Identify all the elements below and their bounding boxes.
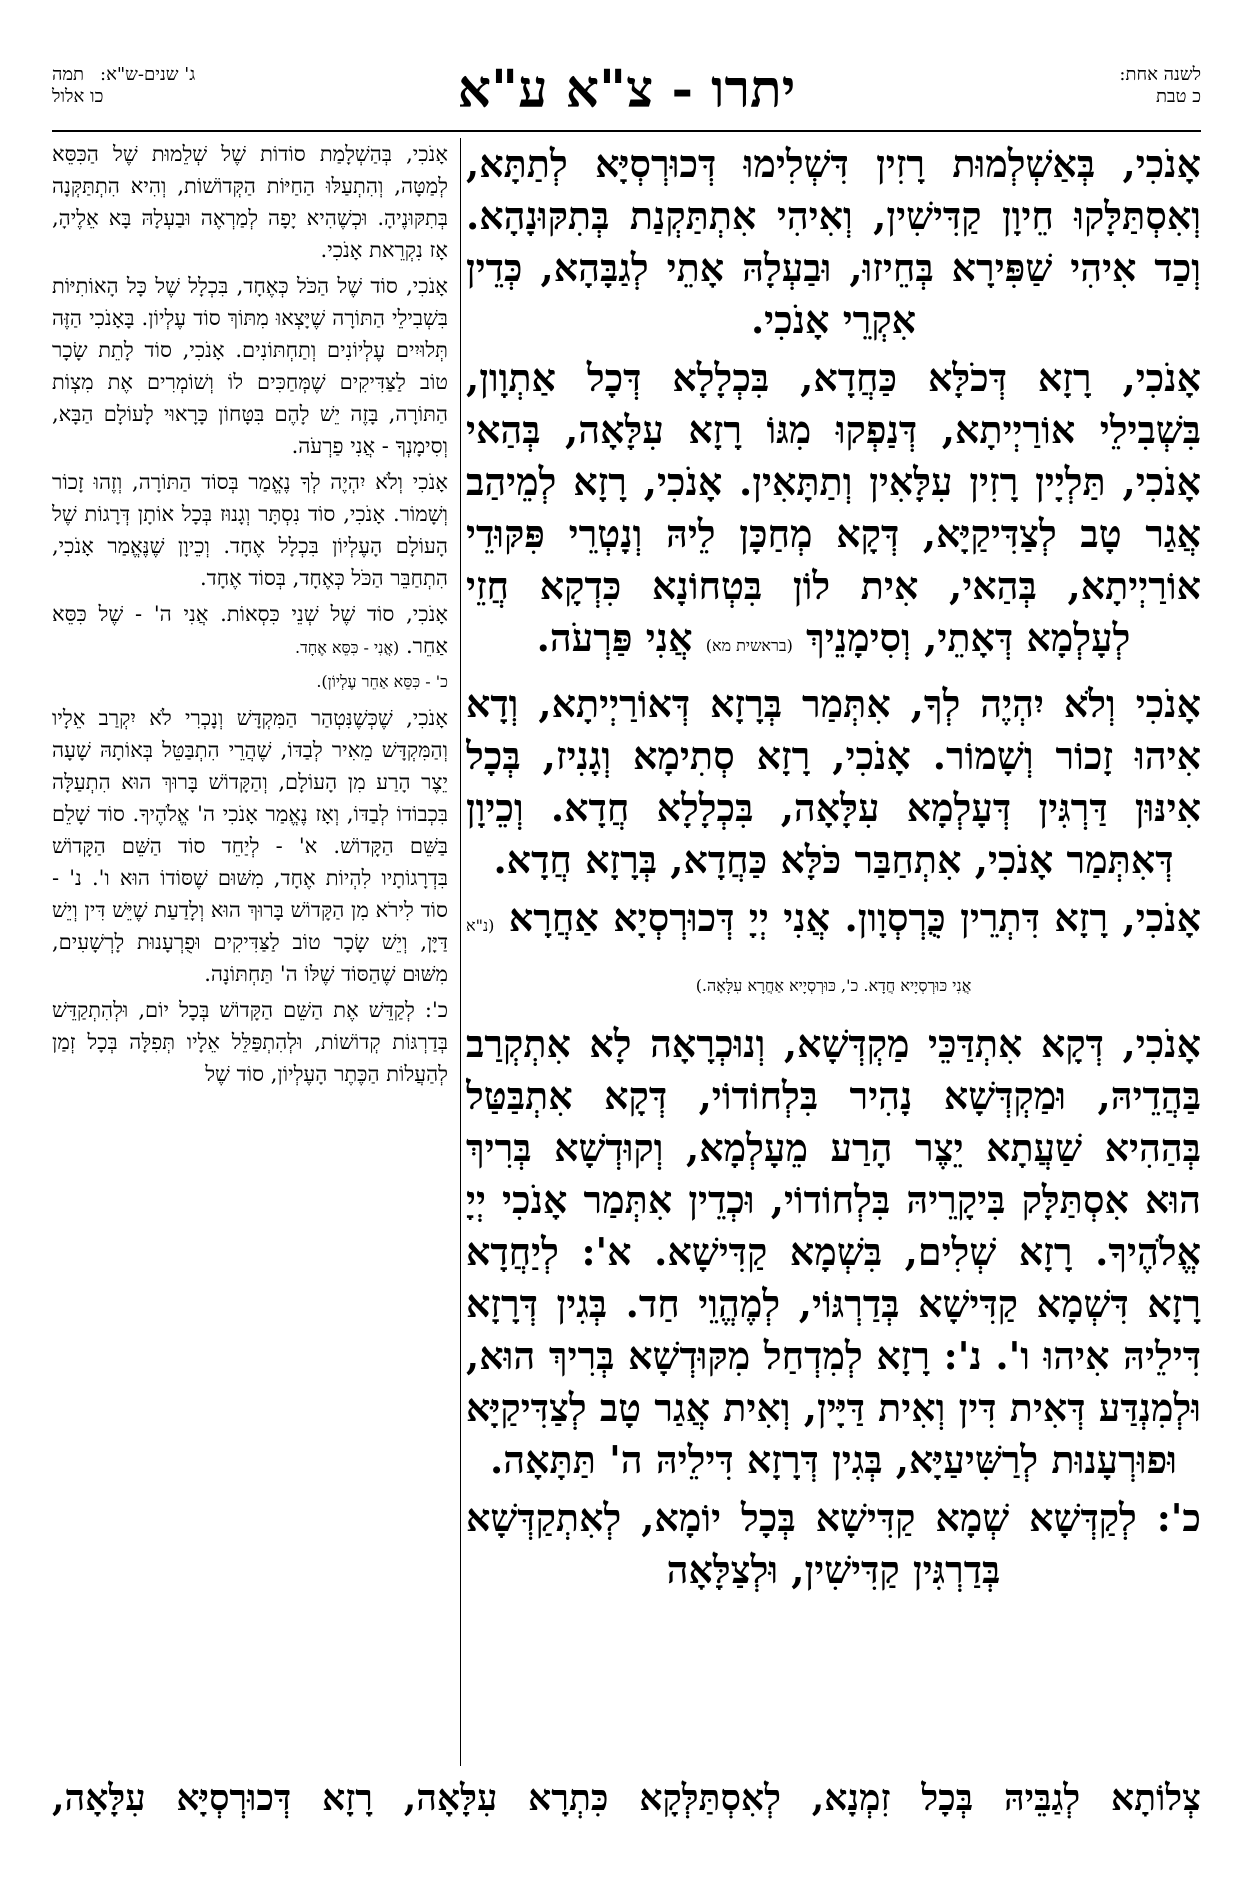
main-paragraph bbox=[466, 892, 1201, 1012]
page-header bbox=[52, 58, 1201, 130]
translation-paragraph bbox=[52, 598, 448, 698]
main-paragraph: אָנֹכִי, בְּאַשְׁלְמוּת רָזִין דִּשְׁלִימוּ דְּכוּרְסְיָּא לְתַתָּא, וְאִסְתַּלָּקוּ חֵיוָן קַדִּישִׁין, וְאִיהִי אִתְתַּקְנַת בְּתִקּוּנָהָא. וְכַד אִיהִי שַׁפִּירָא בְּחֵיזוּ, וּבַעְלָהּ אָתֵי לְגַבָּהָא, כְּדֵין אִקְרֵי אָנֹכִי. bbox=[466, 141, 1201, 342]
header-left-cycle: ג' שנים-ש"א: bbox=[100, 64, 196, 85]
translation-paragraph: אָנֹכִי, סוֹד שֶׁל הַכֹּל כְּאֶחָד, בִּכְלָל שֶׁל כָּל הָאוֹתִיּוֹת בִּשְׁבִילֵי הַתּוֹרָה שֶׁיָּצְאוּ מִתּוֹךְ סוֹד עֶלְיוֹן. בָּאָנֹכִי הַזֶּה תְּלוּיִים עֶלְיוֹנִים וְתַחְתּוֹנִים. אָנֹכִי, סוֹד לָתֵת שָׂכָר טוֹב לַצַּדִּיקִים שֶׁמְּחַכִּים לוֹ וְשׁוֹמְרִים אֶת מִצְוֹת הַתּוֹרָה, בָּזֶה יֵשׁ לָהֶם בִּטָּחוֹן כָּרָאוּי לָעוֹלָם הַבָּא, וְסִימָנְךָ - אֲנִי פַרְעֹה. bbox=[52, 274, 448, 458]
translation-paragraph-text: אָנֹכִי, סוֹד שֶׁל שְׁנֵי כִּסְאוֹת. אֲנִי ה' - שֶׁל כִּסֵּא אַחֵר. bbox=[52, 602, 448, 658]
translation-paragraph: אָנֹכִי, שֶׁכְּשֶׁנִּטְהַר הַמִּקְדָּשׁ וְנָכְרִי לֹא יִקְרַב אֵלָיו וְהַמִּקְדָּשׁ מֵאִיר לְבַדּוֹ, שֶׁהֲרֵי הִתְבַּטֵּל בְּאוֹתָהּ שָׁעָה יֵצֶר הָרַע מִן הָעוֹלָם, וְהַקָּדוֹשׁ בָּרוּךְ הוּא הִתְעַלָּה בִּכְבוֹדוֹ לְבַדּוֹ, וְאָז נֶאֱמַר אָנֹכִי ה' אֱלֹהֶיךָ. סוֹד שָׁלֵם בַּשֵּׁם הַקָּדוֹשׁ. א' - לְיַחֵד סוֹד הַשֵּׁם הַקָּדוֹשׁ בִּדְרָגוֹתָיו לִהְיוֹת אֶחָד, מִשּׁוּם שֶׁסּוֹדוֹ הוּא ו'. נ' - סוֹד לִירֹא מִן הַקָּדוֹשׁ בָּרוּךְ הוּא וְלָדַעַת שֶׁיֵּשׁ דִּין וְיֵשׁ דַּיָּן, וְיֵשׁ שָׂכָר טוֹב לַצַּדִּיקִים וּפֻרְעָנוּת לָרְשָׁעִים, מִשּׁוּם שֶׁהַסּוֹד שֶׁלּוֹ ה' תַּחְתּוֹנָה. bbox=[52, 706, 448, 986]
main-paragraph bbox=[466, 352, 1201, 672]
translation-column bbox=[52, 138, 448, 1766]
variant-note: כ' - כִּסֵּא אַחֵר עֶלְיוֹן). bbox=[316, 672, 448, 691]
header-left bbox=[52, 64, 195, 108]
variant-note: (נ"א אֲנִי כּוּרְסְיָיא חֲדָא. כ', כּוּרְסְיָיא אַחֲרָא עִלָּאָה.) bbox=[466, 916, 972, 995]
main-paragraph-text: אֲנִי פַּרְעֹה. bbox=[536, 615, 693, 660]
header-divider bbox=[52, 130, 1201, 132]
translation-paragraph: כ': לְקַדֵּשׁ אֶת הַשֵּׁם הַקָּדוֹשׁ בְּכָל יוֹם, וּלְהִתְקַדֵּשׁ בְּדַרְגּוֹת קְדוֹשׁוֹת, וּלְהִתְפַּלֵּל אֵלָיו תְּפִלָּה בְּכָל זְמַן לְהַעֲלוֹת הַכֶּתֶר הָעֶלְיוֹן, סוֹד שֶׁל bbox=[52, 998, 448, 1086]
source-note: (בראשית מא) bbox=[705, 636, 793, 655]
translation-paragraph: אָנֹכִי וְלֹא יִהְיֶה לְךָ נֶאֱמַר בְּסוֹד הַתּוֹרָה, וְזֶהוּ זָכוֹר וְשָׁמוֹר. אָנֹכִי, סוֹד נִסְתָּר וְגָנוּז בְּכָל אוֹתָן דְּרָגוֹת שֶׁל הָעוֹלָם הָעֶלְיוֹן בִּכְלָל אֶחָד. וְכֵיוָן שֶׁנֶּאֱמַר אָנֹכִי, הִתְחַבֵּר הַכֹּל כְּאֶחָד, בְּסוֹד אֶחָד. bbox=[52, 470, 448, 590]
main-text-column bbox=[466, 138, 1201, 1766]
main-paragraph: אָנֹכִי וְלֹא יִהְיֶה לְךָ, אִתְּמַר בְּרָזָא דְּאוֹרַיְיתָא, וְדָא אִיהוּ זָכוֹר וְשָׁמוֹר. אָנֹכִי, רָזָא סְתִימָא וְגָנִיז, בְּכָל אִינּוּן דַּרְגִּין דְּעָלְמָא עִלָּאָה, בִּכְלָלָא חֲדָא. וְכֵיוָן דְּאִתְּמַר אָנֹכִי, אִתְחַבַּר כֹּלָּא כַּחֲדָא, בְּרָזָא חֲדָא. bbox=[466, 681, 1201, 882]
column-divider bbox=[460, 138, 461, 1766]
translation-paragraph: אָנֹכִי, בְּהַשְׁלָמַת סוֹדוֹת שֶׁל שְׁלֵמוּת שֶׁל הַכִּסֵּא לְמַטָּה, וְהִתְעַלּוּ הַחַיּוֹת הַקְּדוֹשׁוֹת, וְהִיא הִתְתַּקְּנָה בְּתִקּוּנֶיהָ. וּכְשֶׁהִיא יָפָה לְמַרְאֶה וּבַעְלָהּ בָּא אֵלֶיהָ, אָז נִקְרֵאת אָנֹכִי. bbox=[52, 142, 448, 262]
main-paragraph: כ': לְקַדְּשָׁא שְׁמָא קַדִּישָׁא בְּכָל יוֹמָא, לְאִתְקַדְּשָׁא בְּדַרְגִּין קַדִּישִׁין, וּלְצַלָּאָה bbox=[466, 1495, 1201, 1592]
main-paragraph-text: אָנֹכִי, רָזָא דְּכֹלָּא כַּחֲדָא, בִּכְלָלָא דְּכָל אַתְוָון, בִּשְׁבִילֵי אוֹרַיְיתָא, דְּנַפְקוּ מִגּוֹ רָזָא עִלָּאָה, בְּהַאי אָנֹכִי, תַּלְיָין רָזִין עִלָּאִין וְתַתָּאִין. אָנֹכִי, רָזָא לְמֵיהַב אֲגַר טָב לְצַדִּיקַיָּא, דְּקָא מְחַכָּן לֵיהּ וְנָטְרֵי פִּקּוּדֵי אוֹרַיְיתָא, בְּהַאי, אִית לוֹן בִּטְחוֹנָא כִּדְקָא חֲזֵי לְעָלְמָא דְּאָתֵי, וְסִימָנֵיךְ bbox=[466, 355, 1201, 660]
header-left-line2: כו אלול bbox=[52, 86, 104, 107]
main-paragraph: אָנֹכִי, דְּקָא אִתְדַּכֵּי מַקְדְּשָׁא, וְנוּכְרָאָה לָא אִתְקְרַב בַּהֲדֵיהּ, וּמַקְדְּשָׁא נָהִיר בִּלְחוֹדוֹי, דְּקָא אִתְבַּטַּל בְּהַהִיא שַׁעֲתָא יֵצֶר הָרַע מֵעָלְמָא, וְקוּדְשָׁא בְּרִיךְ הוּא אִסְתַּלָּק בִּיקָרֵיהּ בִּלְחוֹדוֹי, וּכְדֵין אִתְּמַר אָנֹכִי יְיָ אֱלֹהֶיךָ. רָזָא שְׁלִים, בִּשְׁמָא קַדִּישָׁא. א': לְיַחֲדָא רָזָא דִּשְׁמָא קַדִּישָׁא בְּדַרְגּוֹי, לְמֶהֱוֵי חַד. בְּגִין דְּרָזָא דִּילֵיהּ אִיהוּ ו'. נ': רָזָא לְמִדְחַל מִקּוּדְשָׁא בְּרִיךְ הוּא, וּלְמִנְדַּע דְּאִית דִּין וְאִית דַּיָּין, וְאִית אֲגַר טָב לְצַדִּיקַיָּא וּפוּרְעָנוּת לְרַשִּׁיעַיָּא, בְּגִין דְּרָזָא דִּילֵיהּ ה' תַּתָּאָה. bbox=[466, 1021, 1201, 1482]
variant-note: (אֲנִי - כִּסֵּא אֶחָד. bbox=[295, 638, 400, 657]
footer-continuation-line: צְלוֹתָא לְגַבֵּיהּ בְּכָל זִמְנָא, לְאִסְתַּלְּקָא כִּתְרָא עִלָּאָה, רָזָא דְּכוּרְסְיָּא עִלָּאָה, bbox=[52, 1777, 1201, 1819]
header-left-page-number: תמה bbox=[52, 64, 85, 85]
header-right-line1: לשנה אחת: bbox=[1119, 64, 1201, 85]
main-paragraph-text: אָנֹכִי, רָזָא דִּתְרֵין כֻּרְסְוָון. אֲנִי יְיָ דְּכוּרְסְיָא אַחֲרָא bbox=[508, 895, 1201, 940]
page-title: יתרו - צ"א ע"א bbox=[457, 59, 796, 120]
header-right-line2: כ טבת bbox=[1155, 86, 1201, 107]
